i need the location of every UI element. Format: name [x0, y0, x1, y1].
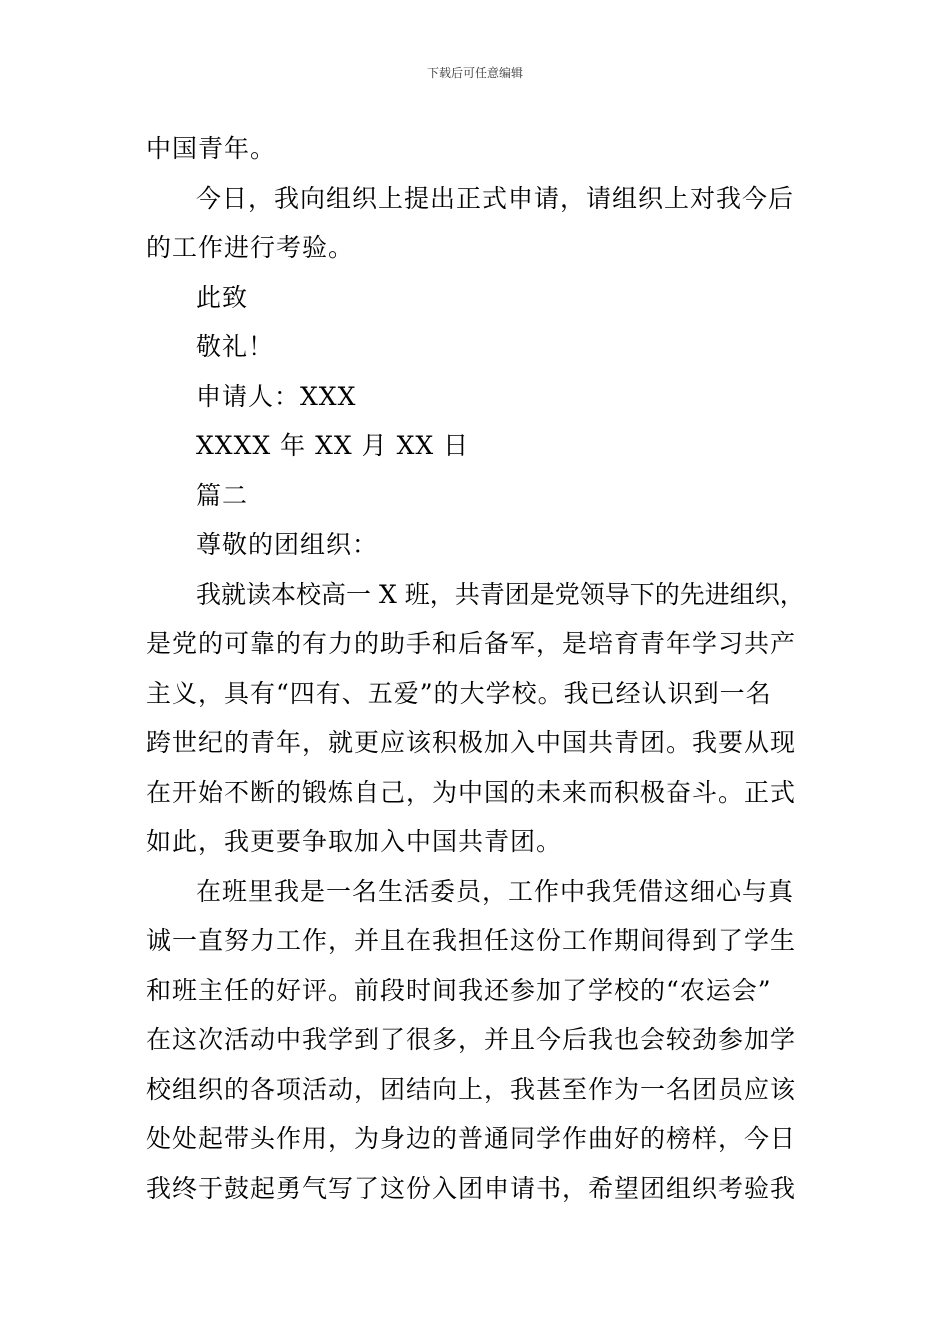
greeting: 尊敬的团组织： [196, 530, 379, 559]
closing-regards: 敬礼！ [196, 332, 275, 361]
document-body [146, 124, 808, 1213]
body-line: 在开始不断的锻炼自己，为中国的未来而积极奋斗。正式 [146, 777, 797, 807]
body-line: 在这次活动中我学到了很多，并且今后我也会较劲参加学 [146, 1025, 797, 1054]
body-line: 是党的可靠的有力的助手和后备军，是培育青年学习共产 [146, 629, 797, 658]
body-line: 跨世纪的青年，就更应该积极加入中国共青团。我要从现 [146, 728, 797, 757]
body-line: 诚一直努力工作，并且在我担任这份工作期间得到了学生 [146, 926, 797, 955]
body-line: 和班主任的好评。前段时间我还参加了学校的“农运会” [146, 975, 772, 1005]
body-line: 我终于鼓起勇气写了这份入团申请书，希望团组织考验我 [146, 1173, 797, 1203]
closing-salutation: 此致 [196, 282, 249, 312]
body-line: 校组织的各项活动，团结向上，我甚至作为一名团员应该 [146, 1074, 797, 1104]
body-line: 今日，我向组织上提出正式申请，请组织上对我今后 [196, 183, 795, 213]
body-line: 的工作进行考验。 [146, 233, 355, 262]
body-line: 我就读本校高一 X 班，共青团是党领导下的先进组织， [196, 579, 805, 609]
body-line: 在班里我是一名生活委员，工作中我凭借这细心与真 [196, 876, 795, 906]
document-date: XXXX 年 XX 月 XX 日 [196, 431, 470, 460]
page-header: 下载后可任意编辑 [426, 66, 523, 80]
body-line: 中国青年。 [146, 134, 277, 163]
body-line: 主义，具有“四有、五爱”的大学校。我已经认识到一名 [146, 678, 772, 708]
body-line: 处处起带头作用，为身边的普通同学作曲好的榜样，今日 [146, 1124, 797, 1153]
applicant-signature: 申请人：XXX [196, 381, 357, 411]
section-heading: 篇二 [196, 480, 249, 510]
body-line: 如此，我更要争取加入中国共青团。 [146, 827, 563, 856]
